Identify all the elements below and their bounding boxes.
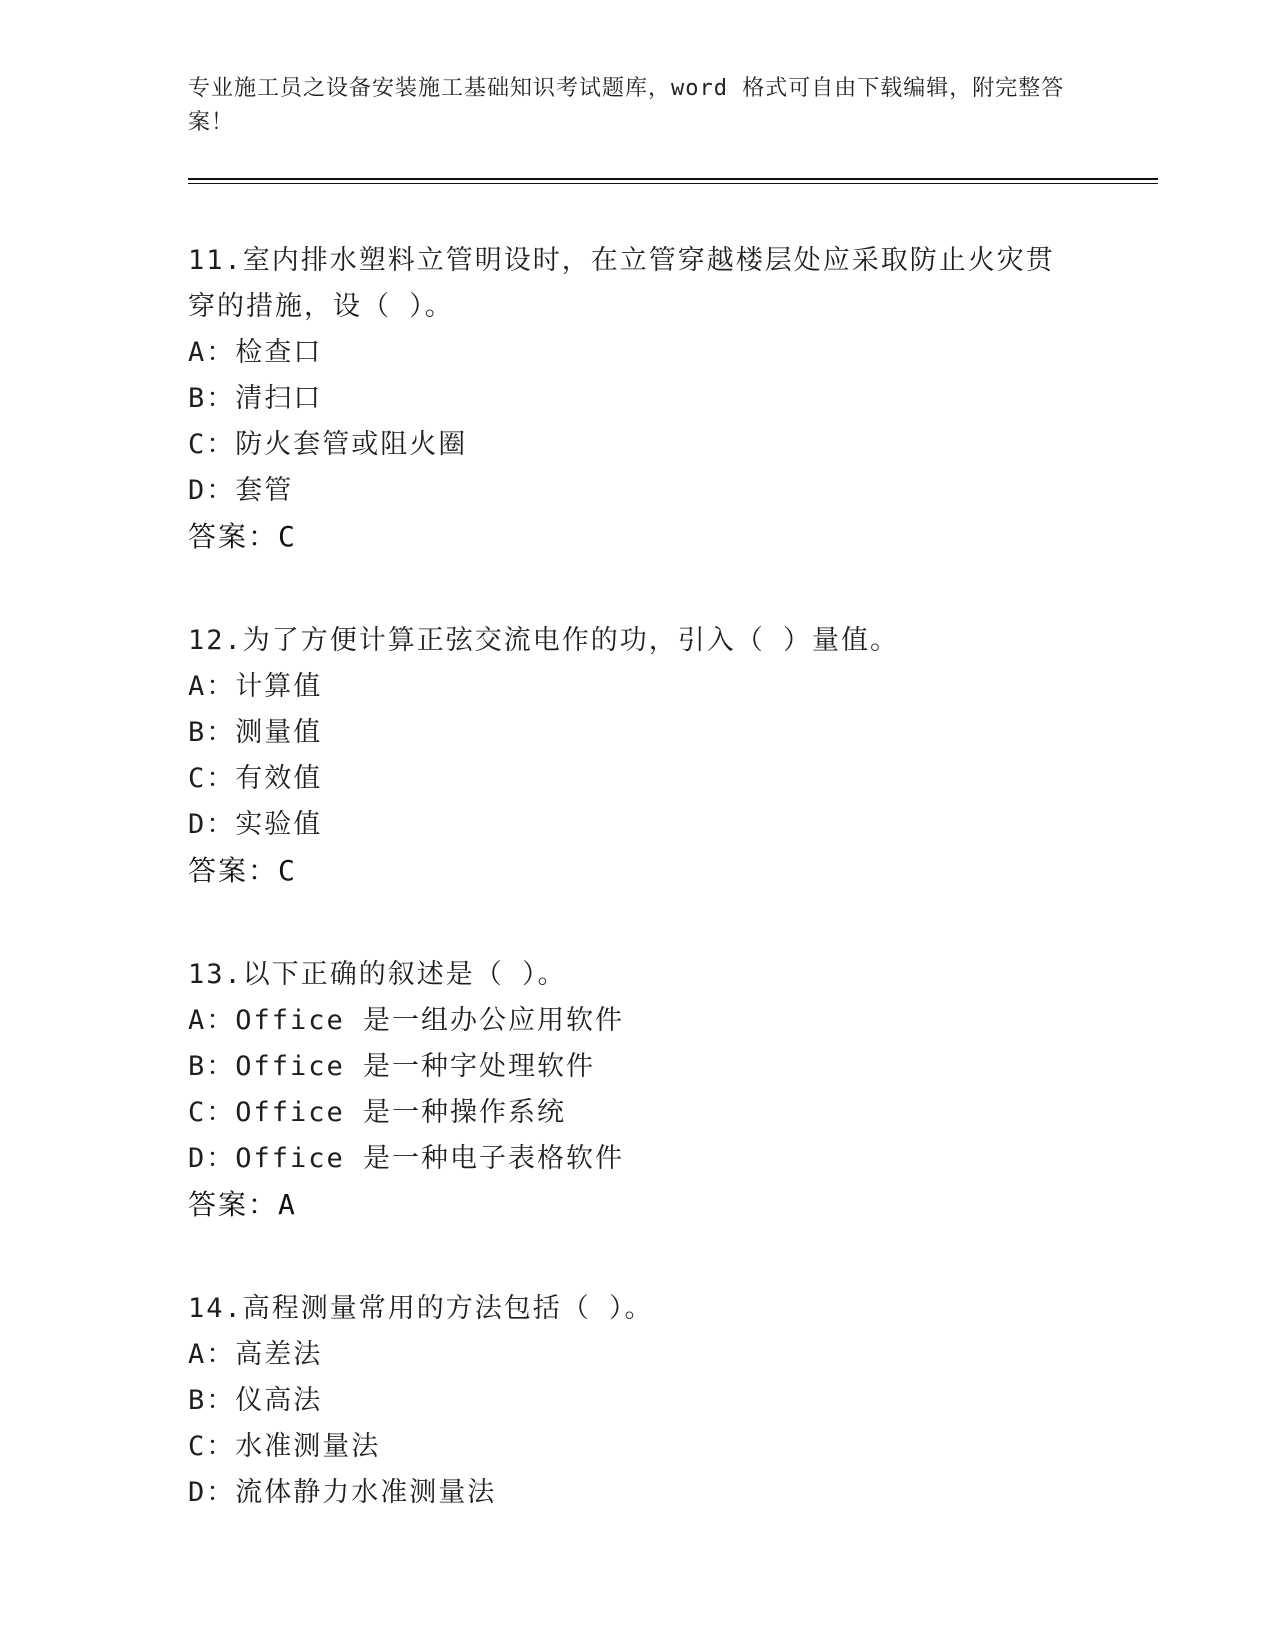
question-14 xyxy=(188,1286,1088,1516)
option-a: A：计算值 xyxy=(188,671,323,702)
option-a: A：Office 是一组办公应用软件 xyxy=(188,1005,625,1036)
answer-value: C xyxy=(278,854,297,887)
option-d: D：实验值 xyxy=(188,809,323,840)
header-rule-thin xyxy=(188,183,1158,184)
question-stem: 13.以下正确的叙述是（ ）。 xyxy=(188,959,567,990)
option-b: B：清扫口 xyxy=(188,383,323,414)
answer-label: 答案： xyxy=(188,1189,279,1220)
option-a: A：检查口 xyxy=(188,337,323,368)
option-d: D：流体静力水准测量法 xyxy=(188,1477,497,1508)
option-b: B：Office 是一种字处理软件 xyxy=(188,1051,596,1082)
header-rule-thick xyxy=(188,178,1158,180)
question-stem: 12.为了方便计算正弦交流电作的功，引入（ ）量值。 xyxy=(188,625,900,656)
option-c: C：Office 是一种操作系统 xyxy=(188,1097,567,1128)
question-13 xyxy=(188,952,1088,1228)
document-header: 专业施工员之设备安装施工基础知识考试题库，word 格式可自由下载编辑，附完整答案！ xyxy=(188,76,1065,135)
option-c: C：有效值 xyxy=(188,763,323,794)
answer-label: 答案： xyxy=(188,855,279,886)
question-list xyxy=(188,238,1088,1574)
option-c: C：防火套管或阻火圈 xyxy=(188,429,468,460)
answer-label: 答案： xyxy=(188,521,279,552)
answer-line xyxy=(188,514,1088,560)
option-d: D：套管 xyxy=(188,475,294,506)
question-stem: 14.高程测量常用的方法包括（ ）。 xyxy=(188,1293,654,1324)
option-b: B：测量值 xyxy=(188,717,323,748)
option-c: C：水准测量法 xyxy=(188,1431,381,1462)
question-12 xyxy=(188,618,1088,894)
option-b: B：仪高法 xyxy=(188,1385,323,1416)
option-d: D：Office 是一种电子表格软件 xyxy=(188,1143,625,1174)
answer-value: A xyxy=(278,1188,297,1221)
answer-line xyxy=(188,1182,1088,1228)
answer-line xyxy=(188,848,1088,894)
answer-value: C xyxy=(278,520,297,553)
question-stem: 11.室内排水塑料立管明设时，在立管穿越楼层处应采取防止火灾贯穿的措施，设（ ）。 xyxy=(188,245,1055,322)
question-11 xyxy=(188,238,1088,560)
option-a: A：高差法 xyxy=(188,1339,323,1370)
